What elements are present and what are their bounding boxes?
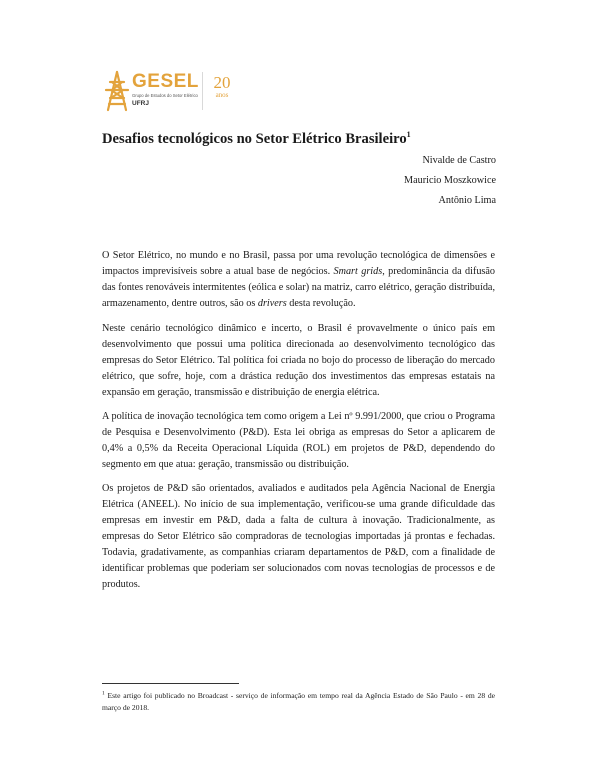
paragraph-1-text: desta revolução. xyxy=(286,298,356,309)
author-list xyxy=(404,154,496,214)
logo-subtitle: Grupo de Estudos do Setor Elétrico xyxy=(132,93,198,98)
footnote-separator xyxy=(102,683,239,684)
anniversary-badge xyxy=(207,74,237,99)
smart-grids-term: Smart grids xyxy=(333,266,383,277)
footnote xyxy=(102,690,495,714)
paragraph-1-text: O Setor Elétrico, no mundo e no Brasil, passa por uma revolução tecnológica de dimensões e impactos imprevisíveis sobre a atual base de negócios. xyxy=(102,250,495,277)
author-name: Antônio Lima xyxy=(438,195,496,206)
author-name: Nivalde de Castro xyxy=(422,155,496,166)
document-title-text: Desafios tecnológicos no Setor Elétrico Brasileiro xyxy=(102,131,407,147)
logo-divider xyxy=(202,72,203,110)
author-name: Mauricio Moszkowice xyxy=(404,175,496,186)
anniversary-number: 20 xyxy=(213,73,231,92)
logo-wordmark-part1: GES xyxy=(132,71,174,92)
title-footnote-mark: 1 xyxy=(406,130,411,140)
paragraph-1-text: , predominância da difusão das fontes renováveis intermitentes (eólica e solar) na matriz, carro elétrico, geração distribuída, armazenamento, dentre outros, são os xyxy=(102,266,495,309)
logo-institution: UFRJ xyxy=(132,100,149,107)
article-body xyxy=(102,248,495,601)
paragraph-2: Neste cenário tecnológico dinâmico e incerto, o Brasil é provavelmente o único país em desenvolvimento que possui uma política direcionada ao desenvolvimento tecnológico das empresas do Setor Elétrico. Tal política foi criada no bojo do processo de liberação do mercado elétrico, que sofre, hoje, com a drástica redução dos investimentos das empresas estatais na expansão em geração, transmissão e distribuição de energia elétrica. xyxy=(102,323,495,398)
transmission-tower-icon xyxy=(104,70,130,112)
document-title xyxy=(102,131,411,148)
footnote-text: Este artigo foi publicado no Broadcast - serviço de informação em tempo real da Agência Estado de São Paulo - em 28 de março de 2018. xyxy=(102,691,495,712)
drivers-term: drivers xyxy=(257,298,287,309)
paragraph-1 xyxy=(102,248,495,312)
footnote-mark: 1 xyxy=(102,690,105,697)
gesel-logo xyxy=(104,70,244,114)
paragraph-3: A política de inovação tecnológica tem como origem a Lei nº 9.991/2000, que criou o Programa de Pesquisa e Desenvolvimento (P&D). Esta lei obriga as empresas do Setor a aplicarem de 0,4% a 0,5% da Receita Operacional Líquida (ROL) em projetos de P&D, dependendo do segmento em que atua: geração, transmissão ou distribuição. xyxy=(102,411,495,470)
logo-wordmark-part2: EL xyxy=(173,71,199,92)
paragraph-4: Os projetos de P&D são orientados, avaliados e auditados pela Agência Nacional de Energia Elétrica (ANEEL). No início de sua implementação, verificou-se uma grande dificuldade das empresas em investir em P&D, dada a falta de cultura à inovação. Tradicionalmente, as empresas do Setor Elétrico são compradoras de tecnologias importadas já prontas e fechadas. Todavia, gradativamente, as companhias criaram departamentos de P&D, com a finalidade de identificar problemas que poderiam ser solucionados com novas tecnologias de processos e de produtos. xyxy=(102,483,495,590)
anniversary-label: anos xyxy=(215,91,229,99)
logo-wordmark xyxy=(132,71,199,93)
